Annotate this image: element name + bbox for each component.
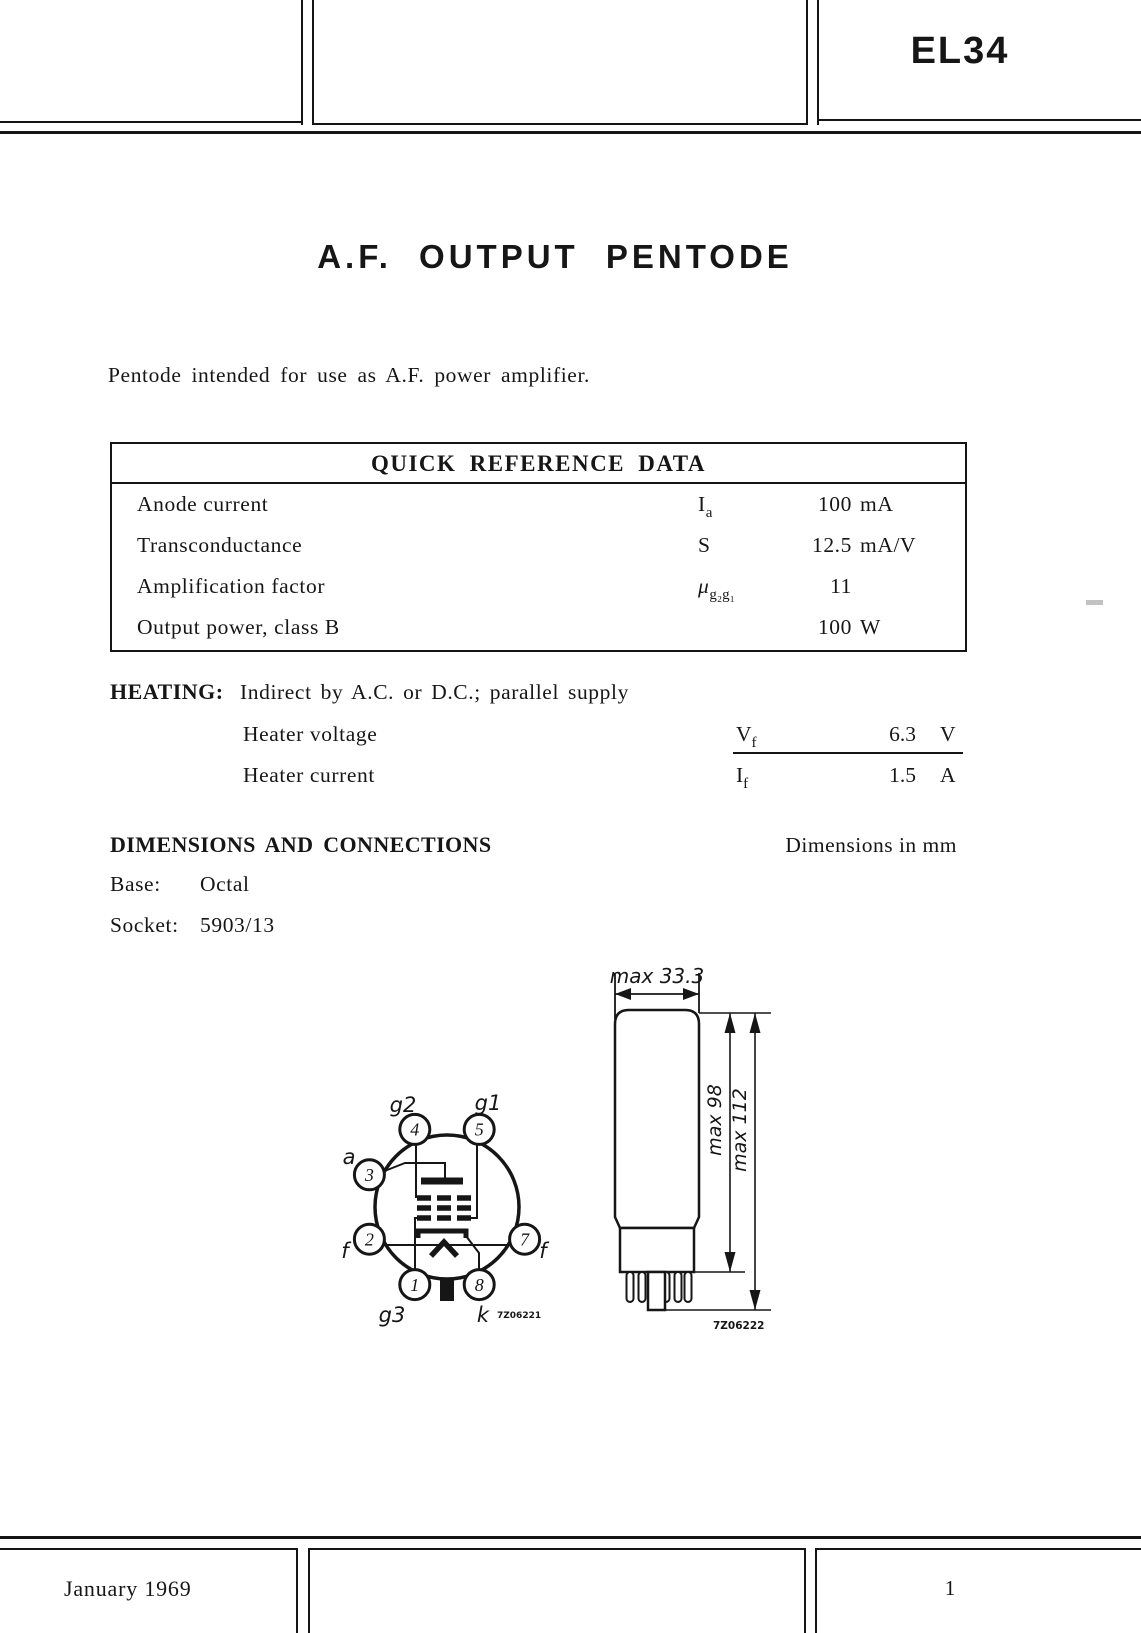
height-overall-dimension: max 112 <box>729 1088 751 1172</box>
page-title: A.F. OUTPUT PENTODE <box>317 238 793 275</box>
row-value: 12.5 <box>811 533 852 557</box>
header-divider-left-b <box>312 0 314 125</box>
quick-reference-title: QUICK REFERENCE DATA <box>112 444 965 484</box>
row-value: 100 <box>817 492 852 516</box>
tube-base <box>620 1228 694 1272</box>
footer-divider-left-b <box>308 1548 310 1633</box>
table-row <box>112 525 965 566</box>
header-box-bottom-left <box>0 121 303 123</box>
row-unit: mA <box>860 492 894 516</box>
table-row <box>112 566 965 607</box>
height-bulb-dimension: max 98 <box>704 1084 726 1156</box>
heater-voltage-symbol: $V_f$ <box>736 722 757 751</box>
socket-label: Socket: <box>110 913 179 937</box>
header-box-bottom-middle <box>312 123 808 125</box>
row-label: Amplification factor <box>137 574 326 598</box>
row-label: Output power, class B <box>137 615 340 639</box>
pin-number: 7 <box>520 1229 530 1250</box>
dimensions-note: Dimensions in mm <box>785 833 957 857</box>
tube-spigot <box>648 1272 665 1310</box>
header-divider-left-a <box>301 0 303 125</box>
registration-mark <box>1086 600 1103 605</box>
heater-voltage-label: Heater voltage <box>243 722 378 746</box>
heater-voltage-value: 6.3 <box>889 722 916 746</box>
footer-box-top-right <box>816 1548 1141 1550</box>
pin-number: 5 <box>474 1119 484 1140</box>
quick-reference-table <box>110 442 967 652</box>
arrowhead <box>725 1013 736 1033</box>
diameter-dimension: max 33.3 <box>609 964 705 988</box>
table-row <box>112 484 965 525</box>
dimensions-title: DIMENSIONS AND CONNECTIONS <box>110 832 492 857</box>
pin-label-f-left: f <box>341 1239 349 1263</box>
footer-box-top-left <box>0 1548 298 1550</box>
header-rule <box>0 131 1141 134</box>
row-symbol: $\mu_{g_2g_1}$ <box>698 574 735 603</box>
pin-label-a: a <box>342 1145 356 1169</box>
pin-connection-diagram <box>325 1048 570 1333</box>
heater-current-symbol: $I_f$ <box>736 763 749 792</box>
pin-label-g2: g2 <box>389 1093 417 1117</box>
heater-voltage-unit: V <box>940 722 956 746</box>
pin-label-g1: g1 <box>474 1091 502 1115</box>
intro-text: Pentode intended for use as A.F. power amplifier. <box>108 363 591 387</box>
pin-number: 3 <box>364 1165 374 1185</box>
row-label: Transconductance <box>137 533 303 557</box>
pin-number: 4 <box>410 1119 420 1140</box>
model-number: EL34 <box>910 30 1010 72</box>
footer-date: January 1969 <box>64 1576 192 1601</box>
row-value: 100 <box>817 615 852 639</box>
pin-number: 8 <box>474 1274 484 1295</box>
pin-diagram-code: 7Z06221 <box>497 1311 542 1321</box>
arrowhead <box>725 1252 736 1272</box>
footer-divider-right-a <box>804 1548 806 1633</box>
row-unit: W <box>860 615 881 639</box>
arrowhead <box>615 988 631 1000</box>
pin-number: 2 <box>364 1229 374 1250</box>
table-row <box>112 607 965 648</box>
header-box-bottom-right <box>817 119 1141 121</box>
footer-rule <box>0 1536 1141 1539</box>
heating-label: HEATING: <box>110 679 224 704</box>
base-label: Base: <box>110 872 161 896</box>
footer-divider-left-a <box>296 1548 298 1633</box>
heater-current-label: Heater current <box>243 763 375 787</box>
tube-outline-drawing <box>575 925 775 1337</box>
footer-divider-right-b <box>815 1548 817 1633</box>
row-symbol: S <box>698 533 711 557</box>
row-unit: mA/V <box>860 533 917 557</box>
heater-voltage-underline <box>733 752 963 754</box>
glass-envelope <box>615 1010 699 1228</box>
pin-label-k: k <box>476 1303 490 1327</box>
heater-current-value: 1.5 <box>889 763 916 787</box>
outline-drawing-code: 7Z06222 <box>713 1320 765 1332</box>
header-divider-right-b <box>817 0 819 125</box>
socket-value: 5903/13 <box>200 913 275 937</box>
base-key <box>440 1279 454 1301</box>
arrowhead <box>750 1013 761 1033</box>
arrowhead <box>750 1290 761 1310</box>
pin-label-g3: g3 <box>378 1303 406 1327</box>
row-label: Anode current <box>137 492 269 516</box>
page-number: 1 <box>944 1576 956 1600</box>
pin-label-f-right: f <box>539 1239 547 1263</box>
row-value: 11 <box>830 574 852 598</box>
arrowhead <box>683 988 699 1000</box>
header-divider-right-a <box>806 0 808 125</box>
pin-number: 1 <box>410 1274 420 1295</box>
heater-current-unit: A <box>940 763 956 787</box>
footer-box-top-middle <box>310 1548 806 1550</box>
row-symbol: $I_a$ <box>698 492 713 521</box>
base-value: Octal <box>200 872 250 896</box>
heating-description: Indirect by A.C. or D.C.; parallel supply <box>240 680 629 704</box>
